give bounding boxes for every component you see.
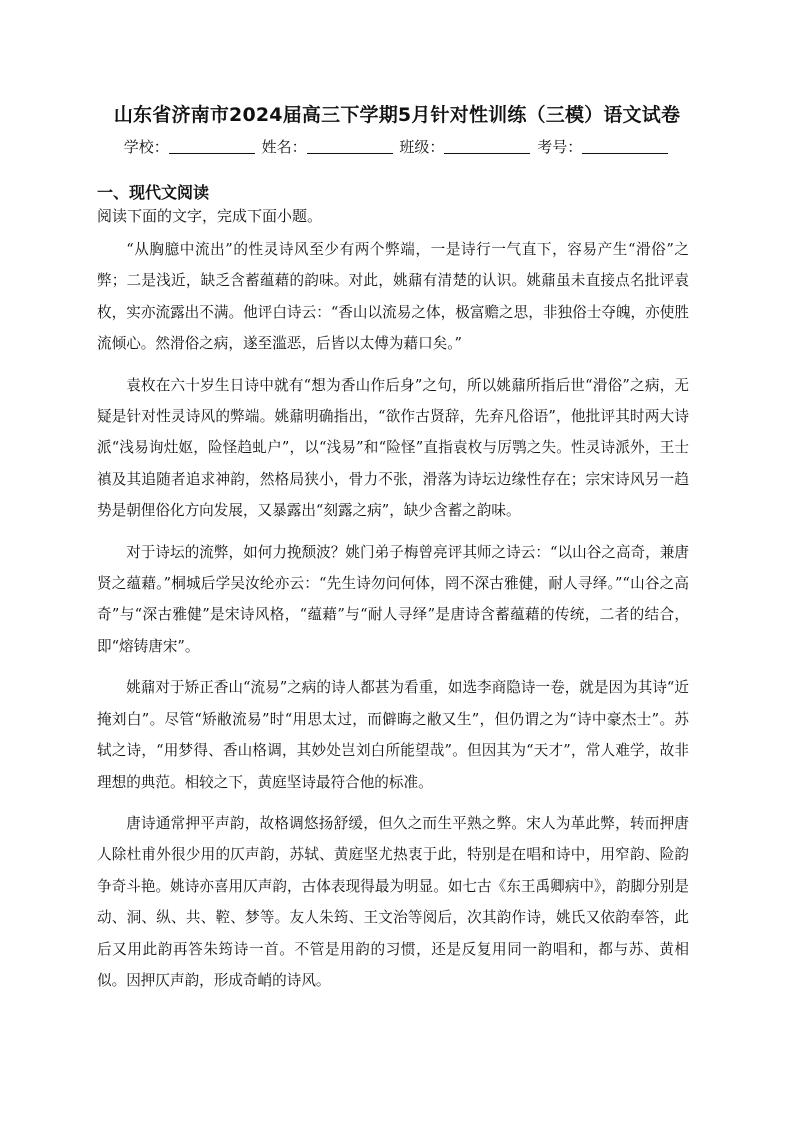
passage-paragraph: 袁枚在六十岁生日诗中就有“想为香山作后身”之句，所以姚鼐所指后世“滑俗”之病，无疑是针对性灵诗风的弊端。姚鼐明确指出，“欲作古贤辞，先弃凡俗语”，他批评其时两大诗派“浅易询灶妪，险怪趋虬户”，以“浅易”和“险怪”直指袁枚与厉鹗之失。性灵诗派外，王士禛及其追随者追求神韵，然格局狭小，骨力不张，滑落为诗坛边缘性存在；宗宋诗风另一趋势是朝俚俗化方向发展，又暴露出“刻露之病”，缺少含蓄之韵味。 bbox=[97, 376, 689, 520]
class-label: 班级： bbox=[399, 138, 445, 156]
school-blank[interactable] bbox=[169, 139, 255, 154]
exam-number-blank[interactable] bbox=[582, 139, 668, 154]
name-blank[interactable] bbox=[307, 139, 393, 154]
name-label: 姓名： bbox=[261, 138, 307, 156]
exam-title: 山东省济南市2024届高三下学期5月针对性训练（三模）语文试卷 bbox=[113, 104, 681, 126]
class-blank[interactable] bbox=[444, 139, 530, 154]
section-heading: 一、现代文阅读 bbox=[97, 183, 210, 202]
passage-paragraph: 姚鼐对于矫正香山“流易”之病的诗人都甚为看重，如选李商隐诗一卷，就是因为其诗“近掩刘白”。尽管“矫敝流易”时“用思太过，而僻晦之敝又生”，但仍谓之为“诗中豪杰士”。苏轼之诗，“用梦得、香山格调，其妙处岂刘白所能望哉”。但因其为“天才”，常人难学，故非理想的典范。相较之下，黄庭坚诗最符合他的标准。 bbox=[97, 679, 689, 791]
exam-number-label: 考号： bbox=[537, 138, 583, 156]
passage-paragraph: “从胸臆中流出”的性灵诗风至少有两个弊端，一是诗行一气直下，容易产生“滑俗”之弊；二是浅近，缺乏含蓄蕴藉的韵味。对此，姚鼐有清楚的认识。姚鼐虽未直接点名批评袁枚，实亦流露出不满。他评白诗云：“香山以流易之体，极富赡之思，非独俗士夺魄，亦使胜流倾心。然滑俗之病，遂至滥恶，后皆以太傅为藉口矣。” bbox=[97, 241, 689, 353]
school-label: 学校： bbox=[123, 138, 169, 156]
passage-paragraph: 对于诗坛的流弊，如何力挽颓波？姚门弟子梅曾亮评其师之诗云：“以山谷之高奇，兼唐贤之蕴藉。”桐城后学吴汝纶亦云：“先生诗勿问何体，罔不深古雅健，耐人寻绎。”“山谷之高奇”与“深古雅健”是宋诗风格，“蕴藉”与“耐人寻绎”是唐诗含蓄蕴藉的传统，二者的结合，即“熔铸唐宋”。 bbox=[97, 543, 689, 655]
passage-paragraph: 唐诗通常押平声韵，故格调悠扬舒缓，但久之而生平熟之弊。宋人为革此弊，转而押唐人除杜甫外很少用的仄声韵，苏轼、黄庭坚尤热衷于此，特别是在唱和诗中，用窄韵、险韵争奇斗艳。姚诗亦喜用仄声韵，古体表现得最为明显。如七古《东王禹卿病中》，韵脚分别是动、洞、纵、共、鞚、梦等。友人朱筠、王文治等阅后，次其韵作诗，姚氏又依韵奉答，此后又用此韵再答朱筠诗一首。不管是用韵的习惯，还是反复用同一韵唱和，都与苏、黄相似。因押仄声韵，形成奇峭的诗风。 bbox=[97, 814, 689, 989]
reading-instruction: 阅读下面的文字，完成下面小题。 bbox=[97, 207, 323, 225]
reading-passage bbox=[97, 234, 689, 1006]
student-info-line bbox=[0, 136, 794, 157]
